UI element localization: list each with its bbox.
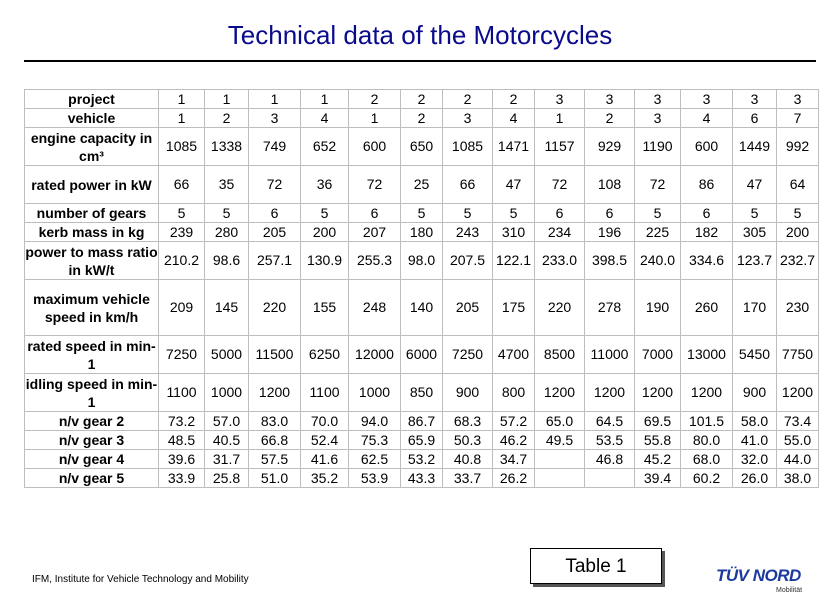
table-cell: 749 (249, 128, 301, 166)
table-cell: 5 (205, 204, 249, 223)
table-cell: 3 (585, 90, 635, 109)
table-cell: 190 (635, 280, 681, 336)
table-cell: 123.7 (733, 242, 777, 280)
table-cell: 7 (777, 109, 819, 128)
row-label: rated power in kW (25, 166, 159, 204)
table-cell: 175 (493, 280, 535, 336)
table-cell: 210.2 (159, 242, 205, 280)
table-cell: 108 (585, 166, 635, 204)
table-cell: 248 (349, 280, 401, 336)
table-cell: 225 (635, 223, 681, 242)
table-cell: 65.0 (535, 412, 585, 431)
table-cell: 398.5 (585, 242, 635, 280)
table-cell: 3 (733, 90, 777, 109)
table-cell: 155 (301, 280, 349, 336)
table-cell: 25 (401, 166, 443, 204)
table-cell: 1100 (159, 374, 205, 412)
tuv-nord-logo: TÜV NORD (716, 566, 801, 585)
table-cell: 51.0 (249, 469, 301, 488)
table-cell: 6 (349, 204, 401, 223)
table-cell: 2 (585, 109, 635, 128)
table-cell: 1200 (635, 374, 681, 412)
table-cell: 65.9 (401, 431, 443, 450)
table-row (25, 109, 819, 128)
row-label: number of gears (25, 204, 159, 223)
table-cell: 5 (443, 204, 493, 223)
table-cell: 243 (443, 223, 493, 242)
table-cell: 1 (249, 90, 301, 109)
row-label: n/v gear 2 (25, 412, 159, 431)
table-cell: 73.4 (777, 412, 819, 431)
table-cell: 1 (535, 109, 585, 128)
table-cell: 140 (401, 280, 443, 336)
table-cell: 255.3 (349, 242, 401, 280)
table-cell: 34.7 (493, 450, 535, 469)
table-cell: 3 (777, 90, 819, 109)
table-cell: 220 (249, 280, 301, 336)
table-cell: 55.8 (635, 431, 681, 450)
table-cell (535, 469, 585, 488)
table-cell: 2 (443, 90, 493, 109)
table-cell: 7250 (159, 336, 205, 374)
table-cell: 72 (635, 166, 681, 204)
table-cell: 46.8 (585, 450, 635, 469)
table-cell: 205 (249, 223, 301, 242)
table-cell: 1000 (205, 374, 249, 412)
title-underline (24, 60, 816, 62)
table-row (25, 374, 819, 412)
table-row (25, 469, 819, 488)
table-cell: 66.8 (249, 431, 301, 450)
row-label: rated speed in min-1 (25, 336, 159, 374)
table-cell: 47 (733, 166, 777, 204)
table-cell: 1190 (635, 128, 681, 166)
table-cell: 46.2 (493, 431, 535, 450)
table-cell: 40.5 (205, 431, 249, 450)
table-cell: 3 (535, 90, 585, 109)
table-cell: 180 (401, 223, 443, 242)
table-cell: 652 (301, 128, 349, 166)
table-cell: 800 (493, 374, 535, 412)
table-cell: 1200 (681, 374, 733, 412)
table-cell: 33.9 (159, 469, 205, 488)
table-row (25, 223, 819, 242)
table-cell: 5000 (205, 336, 249, 374)
table-cell: 220 (535, 280, 585, 336)
table-cell: 49.5 (535, 431, 585, 450)
row-label: power to mass ratio in kW/t (25, 243, 158, 278)
row-label: n/v gear 3 (25, 431, 159, 450)
table-cell: 1200 (777, 374, 819, 412)
table-cell: 230 (777, 280, 819, 336)
table-cell: 12000 (349, 336, 401, 374)
table-cell: 1157 (535, 128, 585, 166)
table-cell (585, 469, 635, 488)
table-cell: 145 (205, 280, 249, 336)
table-cell: 6 (535, 204, 585, 223)
table-cell: 40.8 (443, 450, 493, 469)
table-cell: 57.0 (205, 412, 249, 431)
table-caption: Table 1 (530, 548, 662, 584)
table-cell: 72 (535, 166, 585, 204)
table-cell: 47 (493, 166, 535, 204)
table-cell: 1449 (733, 128, 777, 166)
institute-name: IFM, Institute for Vehicle Technology and Mobility (32, 574, 249, 585)
table-cell: 200 (301, 223, 349, 242)
table-cell: 50.3 (443, 431, 493, 450)
table-cell: 5 (401, 204, 443, 223)
row-label: idling speed in min-1 (25, 375, 158, 410)
table-cell: 234 (535, 223, 585, 242)
table-cell: 233.0 (535, 242, 585, 280)
table-cell: 239 (159, 223, 205, 242)
table-cell: 196 (585, 223, 635, 242)
table-cell: 69.5 (635, 412, 681, 431)
table-cell: 11000 (585, 336, 635, 374)
table-cell: 52.4 (301, 431, 349, 450)
table-cell: 11500 (249, 336, 301, 374)
table-cell: 900 (443, 374, 493, 412)
table-cell: 4 (493, 109, 535, 128)
table-cell: 98.0 (401, 242, 443, 280)
table-cell: 6 (681, 204, 733, 223)
table-row (25, 336, 819, 374)
table-cell: 58.0 (733, 412, 777, 431)
row-label: vehicle (25, 109, 159, 128)
table-cell: 7250 (443, 336, 493, 374)
table-cell: 5 (777, 204, 819, 223)
table-cell: 80.0 (681, 431, 733, 450)
table-cell: 31.7 (205, 450, 249, 469)
table-cell: 48.5 (159, 431, 205, 450)
table-cell: 35 (205, 166, 249, 204)
table-cell: 2 (493, 90, 535, 109)
table-cell: 5 (733, 204, 777, 223)
table-row (25, 242, 819, 280)
table-cell: 257.1 (249, 242, 301, 280)
table-cell: 6 (733, 109, 777, 128)
table-cell: 310 (493, 223, 535, 242)
table-cell: 3 (681, 90, 733, 109)
table-row (25, 204, 819, 223)
table-cell: 33.7 (443, 469, 493, 488)
table-cell: 53.9 (349, 469, 401, 488)
table-cell: 35.2 (301, 469, 349, 488)
table-cell: 170 (733, 280, 777, 336)
table-cell: 207 (349, 223, 401, 242)
table-cell: 8500 (535, 336, 585, 374)
table-cell: 72 (349, 166, 401, 204)
table-cell: 39.4 (635, 469, 681, 488)
table-cell: 2 (349, 90, 401, 109)
table-cell: 83.0 (249, 412, 301, 431)
table-cell: 62.5 (349, 450, 401, 469)
table-cell (535, 450, 585, 469)
table-cell: 1200 (535, 374, 585, 412)
table-cell: 7750 (777, 336, 819, 374)
table-cell: 200 (777, 223, 819, 242)
table-cell: 1085 (159, 128, 205, 166)
table-cell: 2 (205, 109, 249, 128)
table-cell: 53.2 (401, 450, 443, 469)
table-cell: 260 (681, 280, 733, 336)
table-cell: 900 (733, 374, 777, 412)
table-cell: 5 (159, 204, 205, 223)
table-cell: 334.6 (681, 242, 733, 280)
table-cell: 1 (349, 109, 401, 128)
table-cell: 57.2 (493, 412, 535, 431)
table-cell: 66 (443, 166, 493, 204)
table-cell: 1 (159, 90, 205, 109)
table-cell: 207.5 (443, 242, 493, 280)
table-cell: 6 (249, 204, 301, 223)
page-title: Technical data of the Motorcycles (227, 20, 613, 50)
table-cell: 182 (681, 223, 733, 242)
table-cell: 650 (401, 128, 443, 166)
table-cell: 240.0 (635, 242, 681, 280)
table-cell: 130.9 (301, 242, 349, 280)
row-label: n/v gear 5 (25, 469, 159, 488)
table-cell: 44.0 (777, 450, 819, 469)
table-cell: 101.5 (681, 412, 733, 431)
table-cell: 1 (159, 109, 205, 128)
table-cell: 1100 (301, 374, 349, 412)
table-cell: 232.7 (777, 242, 819, 280)
table-cell: 36 (301, 166, 349, 204)
table-row (25, 90, 819, 109)
table-cell: 3 (443, 109, 493, 128)
table-cell: 4 (681, 109, 733, 128)
table-cell: 7000 (635, 336, 681, 374)
table-cell: 98.6 (205, 242, 249, 280)
table-cell: 850 (401, 374, 443, 412)
table-cell: 4 (301, 109, 349, 128)
table-cell: 73.2 (159, 412, 205, 431)
table-cell: 600 (681, 128, 733, 166)
table-row (25, 128, 819, 166)
table-cell: 6250 (301, 336, 349, 374)
table-cell: 122.1 (493, 242, 535, 280)
table-cell: 209 (159, 280, 205, 336)
table-cell: 94.0 (349, 412, 401, 431)
table-cell: 3 (249, 109, 301, 128)
table-cell: 305 (733, 223, 777, 242)
table-cell: 53.5 (585, 431, 635, 450)
table-cell: 5 (635, 204, 681, 223)
table-cell: 5 (301, 204, 349, 223)
table-cell: 64 (777, 166, 819, 204)
table-cell: 1200 (249, 374, 301, 412)
technical-data-table (24, 89, 819, 488)
table-row (25, 412, 819, 431)
table-cell: 600 (349, 128, 401, 166)
table-cell: 5450 (733, 336, 777, 374)
table-cell: 55.0 (777, 431, 819, 450)
row-label: maximum vehicle speed in km/h (25, 280, 159, 336)
table-cell: 43.3 (401, 469, 443, 488)
table-cell: 68.0 (681, 450, 733, 469)
table-cell: 929 (585, 128, 635, 166)
table-cell: 75.3 (349, 431, 401, 450)
table-cell: 86 (681, 166, 733, 204)
table-cell: 41.6 (301, 450, 349, 469)
table-cell: 26.0 (733, 469, 777, 488)
table-cell: 26.2 (493, 469, 535, 488)
logo-subtitle: Mobilität (776, 587, 803, 594)
table-cell: 1085 (443, 128, 493, 166)
table-cell: 25.8 (205, 469, 249, 488)
table-cell: 13000 (681, 336, 733, 374)
table-row (25, 450, 819, 469)
row-label: project (25, 90, 159, 109)
row-label: kerb mass in kg (25, 223, 159, 242)
table-cell: 32.0 (733, 450, 777, 469)
table-cell: 1471 (493, 128, 535, 166)
table-cell: 39.6 (159, 450, 205, 469)
table-cell: 1 (301, 90, 349, 109)
table-cell: 60.2 (681, 469, 733, 488)
table-cell: 70.0 (301, 412, 349, 431)
table-row (25, 280, 819, 336)
table-cell: 1 (205, 90, 249, 109)
table-cell: 38.0 (777, 469, 819, 488)
table-cell: 57.5 (249, 450, 301, 469)
table-cell: 992 (777, 128, 819, 166)
table-cell: 278 (585, 280, 635, 336)
table-row (25, 431, 819, 450)
table-cell: 86.7 (401, 412, 443, 431)
table-cell: 66 (159, 166, 205, 204)
table-cell: 3 (635, 90, 681, 109)
table-cell: 72 (249, 166, 301, 204)
table-cell: 205 (443, 280, 493, 336)
table-cell: 6000 (401, 336, 443, 374)
table-cell: 2 (401, 109, 443, 128)
table-row (25, 166, 819, 204)
table-cell: 1000 (349, 374, 401, 412)
table-cell: 41.0 (733, 431, 777, 450)
table-cell: 3 (635, 109, 681, 128)
row-label: engine capacity in cm³ (25, 128, 159, 166)
table-cell: 5 (493, 204, 535, 223)
table-cell: 45.2 (635, 450, 681, 469)
table-cell: 280 (205, 223, 249, 242)
table-cell: 2 (401, 90, 443, 109)
table-cell: 64.5 (585, 412, 635, 431)
table-cell: 4700 (493, 336, 535, 374)
table-cell: 6 (585, 204, 635, 223)
row-label: n/v gear 4 (25, 450, 159, 469)
table-cell: 1200 (585, 374, 635, 412)
table-cell: 68.3 (443, 412, 493, 431)
table-cell: 1338 (205, 128, 249, 166)
